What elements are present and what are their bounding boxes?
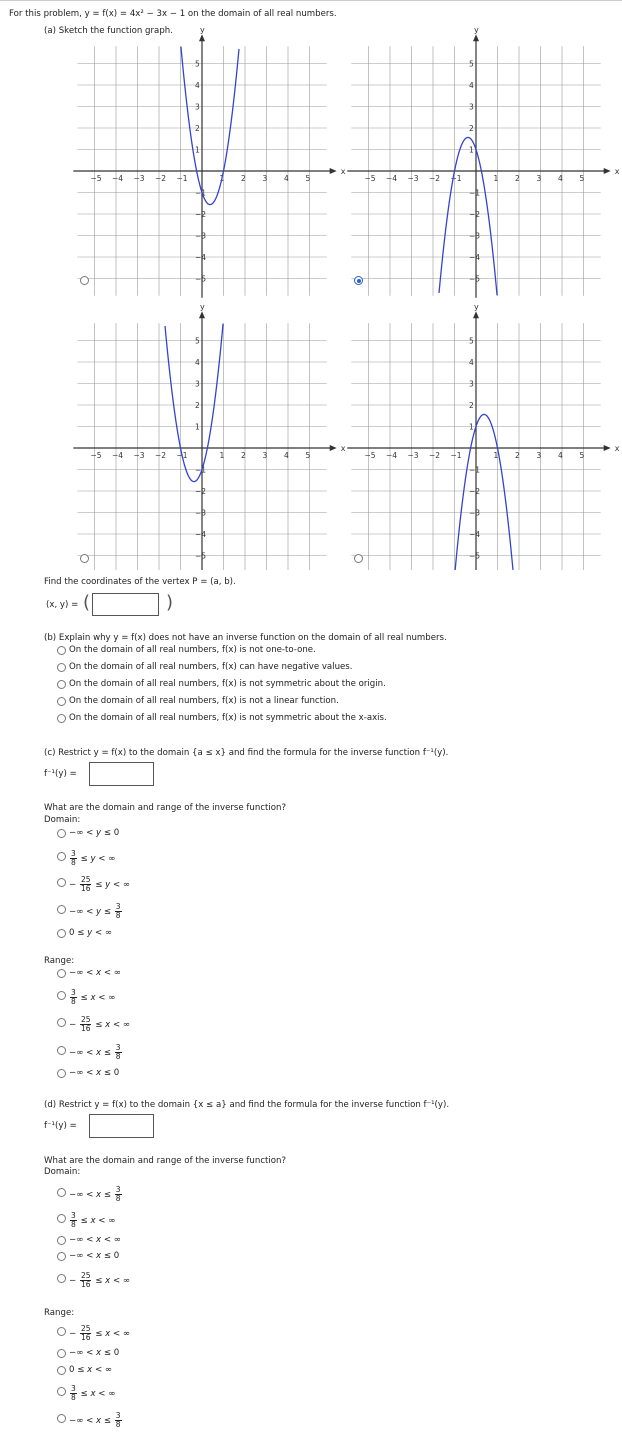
y-tick-label: −4 bbox=[469, 530, 481, 539]
y-tick-label: 3 bbox=[195, 102, 200, 112]
y-tick-label: 3 bbox=[469, 379, 474, 389]
x-tick-label: −2 bbox=[155, 451, 167, 460]
x-tick-label: 5 bbox=[579, 174, 585, 183]
x-axis-arrow bbox=[604, 445, 611, 451]
vertex-close-paren: ) bbox=[166, 592, 174, 613]
y-tick-label: 4 bbox=[469, 81, 474, 90]
part-c-domain-range-question: What are the domain and range of the inverse function? bbox=[44, 803, 287, 813]
graph-option-4-radio[interactable] bbox=[354, 554, 363, 563]
y-tick-label: 5 bbox=[195, 336, 200, 346]
y-tick-label: 5 bbox=[469, 59, 474, 69]
parabola-curve bbox=[181, 47, 239, 205]
x-tick-label: 4 bbox=[284, 174, 289, 183]
graph-panel-3 bbox=[73, 302, 345, 570]
x-tick-label: 1 bbox=[219, 451, 225, 460]
y-tick-label: −5 bbox=[469, 274, 481, 284]
x-tick-label: 2 bbox=[515, 451, 520, 460]
part-d-range-label: Range: bbox=[44, 1308, 75, 1318]
x-tick-label: −3 bbox=[407, 174, 419, 183]
x-tick-label: −3 bbox=[407, 451, 419, 460]
y-tick-label: −4 bbox=[195, 253, 207, 262]
part-d-question: (d) Restrict y = f(x) to the domain {x ≤ a} and find the formula for the inverse function f⁻¹(y). bbox=[44, 1100, 450, 1110]
x-tick-label: 1 bbox=[493, 174, 499, 183]
x-tick-label: −3 bbox=[133, 451, 145, 460]
x-tick-label: −1 bbox=[176, 174, 188, 183]
y-tick-label: −5 bbox=[469, 551, 481, 561]
y-axis-arrow bbox=[199, 34, 205, 41]
y-tick-label: −1 bbox=[469, 465, 481, 475]
x-tick-label: −1 bbox=[176, 451, 188, 460]
y-axis-arrow bbox=[199, 311, 205, 318]
y-tick-label: −2 bbox=[195, 210, 207, 219]
x-tick-label: 3 bbox=[262, 451, 268, 460]
y-tick-label: −3 bbox=[195, 508, 207, 518]
y-tick-label: −5 bbox=[195, 274, 207, 284]
y-tick-label: −3 bbox=[469, 508, 481, 518]
graph-option-3-radio[interactable] bbox=[80, 554, 89, 563]
x-axis-arrow bbox=[330, 445, 337, 451]
y-tick-label: 4 bbox=[195, 358, 200, 367]
y-tick-label: 2 bbox=[469, 401, 474, 410]
part-c-inverse-label: f⁻¹(y) = bbox=[44, 769, 77, 779]
y-tick-label: 4 bbox=[469, 358, 474, 367]
y-tick-label: −1 bbox=[195, 465, 207, 475]
part-d-inverse-label: f⁻¹(y) = bbox=[44, 1121, 77, 1131]
y-axis-label: y bbox=[200, 25, 205, 35]
part-d-domain-range-question: What are the domain and range of the inverse function? bbox=[44, 1156, 287, 1166]
y-tick-label: 1 bbox=[469, 422, 474, 432]
vertex-open-paren: ( bbox=[83, 592, 91, 613]
x-tick-label: −5 bbox=[364, 451, 376, 460]
x-tick-label: 2 bbox=[241, 174, 246, 183]
y-tick-label: 1 bbox=[195, 422, 200, 432]
x-tick-label: 1 bbox=[493, 451, 499, 460]
y-tick-label: −4 bbox=[195, 530, 207, 539]
x-tick-label: −3 bbox=[133, 174, 145, 183]
x-tick-label: 5 bbox=[579, 451, 585, 460]
x-axis-label: x bbox=[614, 444, 620, 453]
y-axis-arrow bbox=[473, 34, 479, 41]
y-tick-label: −1 bbox=[195, 188, 207, 198]
parabola-curve bbox=[455, 414, 513, 570]
x-tick-label: 3 bbox=[536, 174, 542, 183]
x-tick-label: 5 bbox=[305, 451, 311, 460]
part-a-heading: (a) Sketch the function graph. bbox=[44, 26, 173, 36]
graph-option-1-radio[interactable] bbox=[80, 276, 89, 285]
x-tick-label: −5 bbox=[90, 451, 102, 460]
x-axis-arrow bbox=[604, 168, 611, 174]
x-tick-label: −4 bbox=[386, 174, 398, 183]
x-tick-label: 2 bbox=[515, 174, 520, 183]
part-c-inverse-input[interactable] bbox=[89, 762, 154, 786]
graph-option-2-radio[interactable] bbox=[354, 276, 363, 285]
y-tick-label: 5 bbox=[195, 59, 200, 69]
x-tick-label: −5 bbox=[364, 174, 376, 183]
x-tick-label: 3 bbox=[262, 174, 268, 183]
x-tick-label: −2 bbox=[155, 174, 167, 183]
y-axis-label: y bbox=[200, 302, 205, 312]
x-tick-label: −1 bbox=[450, 174, 462, 183]
vertex-prompt: Find the coordinates of the vertex P = (a, b). bbox=[44, 577, 236, 587]
x-tick-label: −4 bbox=[112, 451, 124, 460]
graph-panel-2 bbox=[347, 25, 619, 297]
part-c-range-label: Range: bbox=[44, 956, 75, 966]
x-axis-label: x bbox=[614, 167, 620, 176]
x-tick-label: −2 bbox=[429, 174, 441, 183]
y-tick-label: 4 bbox=[195, 81, 200, 90]
y-tick-label: 3 bbox=[195, 379, 200, 389]
x-tick-label: −5 bbox=[90, 174, 102, 183]
y-tick-label: −3 bbox=[469, 231, 481, 241]
x-tick-label: 4 bbox=[558, 174, 563, 183]
y-tick-label: −1 bbox=[469, 188, 481, 198]
x-tick-label: −2 bbox=[429, 451, 441, 460]
y-tick-label: 1 bbox=[469, 145, 474, 155]
x-tick-label: 4 bbox=[284, 451, 289, 460]
part-c-domain-label: Domain: bbox=[44, 815, 81, 825]
y-tick-label: 3 bbox=[469, 102, 474, 112]
x-axis-label: x bbox=[340, 167, 346, 176]
y-tick-label: −4 bbox=[469, 253, 481, 262]
x-axis-label: x bbox=[340, 444, 346, 453]
y-tick-label: −2 bbox=[469, 487, 481, 496]
y-tick-label: 5 bbox=[469, 336, 474, 346]
y-tick-label: 2 bbox=[195, 401, 200, 410]
graph-panel-1 bbox=[73, 25, 345, 297]
x-tick-label: −4 bbox=[386, 451, 398, 460]
x-tick-label: 1 bbox=[219, 174, 225, 183]
x-tick-label: 4 bbox=[558, 451, 563, 460]
vertex-label: (x, y) = bbox=[46, 600, 79, 610]
part-d-domain-label: Domain: bbox=[44, 1167, 81, 1177]
y-tick-label: 2 bbox=[195, 124, 200, 133]
graph-choices bbox=[0, 0, 622, 570]
vertex-input[interactable] bbox=[92, 593, 159, 616]
x-tick-label: 5 bbox=[305, 174, 311, 183]
part-b-question: (b) Explain why y = f(x) does not have an inverse function on the domain of all real numbers. bbox=[44, 633, 447, 643]
y-axis-arrow bbox=[473, 311, 479, 318]
x-tick-label: 3 bbox=[536, 451, 542, 460]
problem-statement: For this problem, y = f(x) = 4x² − 3x − 1 on the domain of all real numbers. bbox=[9, 9, 337, 19]
part-d-inverse-input[interactable] bbox=[89, 1114, 154, 1138]
y-tick-label: 2 bbox=[469, 124, 474, 133]
x-axis-arrow bbox=[330, 168, 337, 174]
y-tick-label: −3 bbox=[195, 231, 207, 241]
graph-panel-4 bbox=[347, 302, 619, 570]
x-tick-label: 2 bbox=[241, 451, 246, 460]
y-axis-label: y bbox=[474, 25, 479, 35]
y-tick-label: −2 bbox=[469, 210, 481, 219]
x-tick-label: −4 bbox=[112, 174, 124, 183]
y-axis-label: y bbox=[474, 302, 479, 312]
y-tick-label: −5 bbox=[195, 551, 207, 561]
y-tick-label: 1 bbox=[195, 145, 200, 155]
y-tick-label: −2 bbox=[195, 487, 207, 496]
part-c-question: (c) Restrict y = f(x) to the domain {a ≤ x} and find the formula for the inverse function f⁻¹(y). bbox=[44, 748, 449, 758]
x-tick-label: −1 bbox=[450, 451, 462, 460]
